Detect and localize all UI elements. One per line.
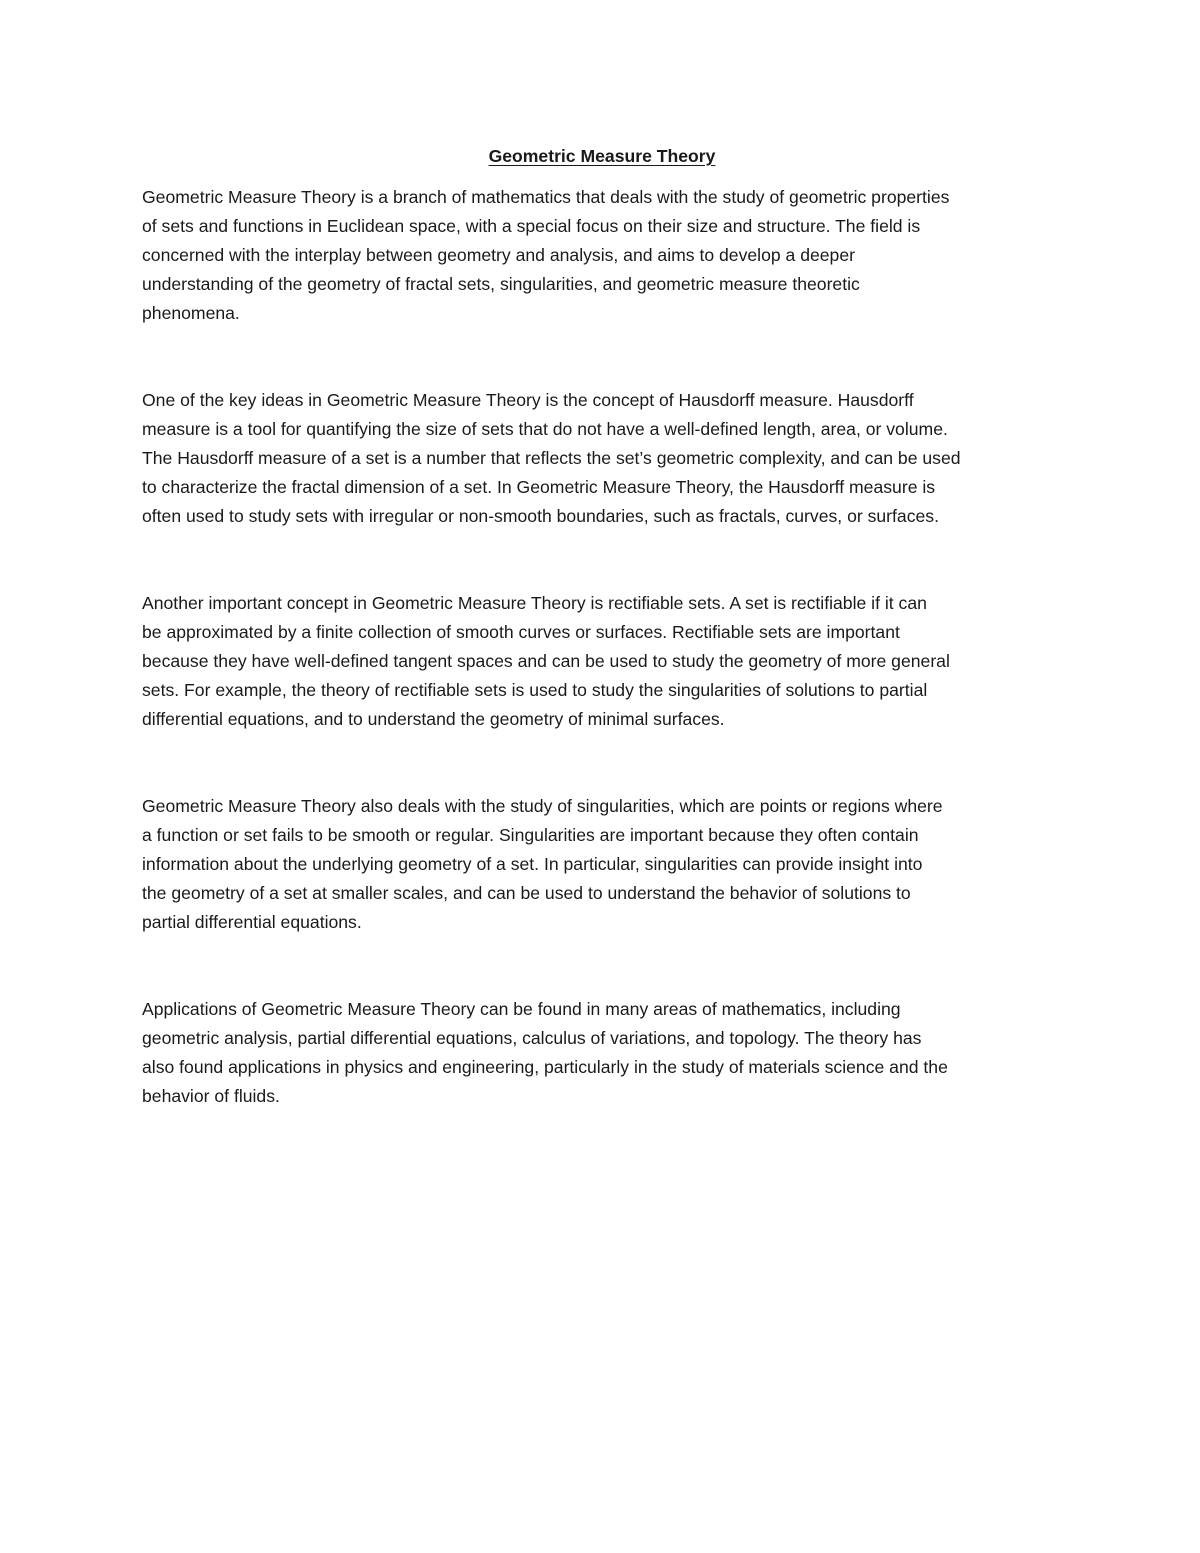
paragraph-hausdorff-measure [142, 386, 1062, 531]
paragraph-line: geometric analysis, partial differential equations, calculus of variations, and topology. The theory has [142, 1028, 922, 1048]
paragraph-line: sets. For example, the theory of rectifiable sets is used to study the singularities of solutions to partial [142, 680, 928, 700]
document-body [142, 138, 1062, 1111]
paragraph-singularities [142, 792, 1062, 937]
paragraph-line: also found applications in physics and engineering, particularly in the study of materials science and the [142, 1057, 948, 1077]
paragraph-introduction [142, 183, 1062, 328]
paragraph-line: often used to study sets with irregular or non-smooth boundaries, such as fractals, curves, or surfaces. [142, 506, 939, 526]
paragraph-line: Another important concept in Geometric Measure Theory is rectifiable sets. A set is rectifiable if it can [142, 593, 927, 613]
paragraph-line: to characterize the fractal dimension of a set. In Geometric Measure Theory, the Hausdorff measure is [142, 477, 936, 497]
paragraph-line: Geometric Measure Theory also deals with the study of singularities, which are points or regions where [142, 796, 943, 816]
paragraph-line: differential equations, and to understand the geometry of minimal surfaces. [142, 709, 725, 729]
paragraph-line: One of the key ideas in Geometric Measure Theory is the concept of Hausdorff measure. Hausdorff [142, 390, 914, 410]
paragraph-line: concerned with the interplay between geometry and analysis, and aims to develop a deeper [142, 245, 855, 265]
paragraph-line: Applications of Geometric Measure Theory can be found in many areas of mathematics, including [142, 999, 901, 1019]
paragraph-line: information about the underlying geometry of a set. In particular, singularities can provide insight into [142, 854, 923, 874]
paragraph-line: The Hausdorff measure of a set is a number that reflects the set’s geometric complexity, and can be used [142, 448, 961, 468]
paragraph-line: understanding of the geometry of fractal sets, singularities, and geometric measure theoretic [142, 274, 860, 294]
paragraph-rectifiable-sets [142, 589, 1062, 734]
paragraph-line: be approximated by a finite collection of smooth curves or surfaces. Rectifiable sets are important [142, 622, 900, 642]
paragraph-line: Geometric Measure Theory is a branch of mathematics that deals with the study of geometric properties [142, 187, 950, 207]
paragraph-line: of sets and functions in Euclidean space, with a special focus on their size and structure. The field is [142, 216, 921, 236]
paragraph-applications [142, 995, 1062, 1111]
paragraph-line: measure is a tool for quantifying the size of sets that do not have a well-defined length, area, or volume. [142, 419, 948, 439]
paragraph-line: phenomena. [142, 303, 240, 323]
paragraph-line: because they have well-defined tangent spaces and can be used to study the geometry of more general [142, 651, 950, 671]
paragraph-line: the geometry of a set at smaller scales, and can be used to understand the behavior of solutions to [142, 883, 911, 903]
paragraph-line: a function or set fails to be smooth or regular. Singularities are important because they often contain [142, 825, 919, 845]
document-title: Geometric Measure Theory [488, 146, 716, 166]
paragraph-line: partial differential equations. [142, 912, 362, 932]
paragraph-line: behavior of fluids. [142, 1086, 280, 1106]
